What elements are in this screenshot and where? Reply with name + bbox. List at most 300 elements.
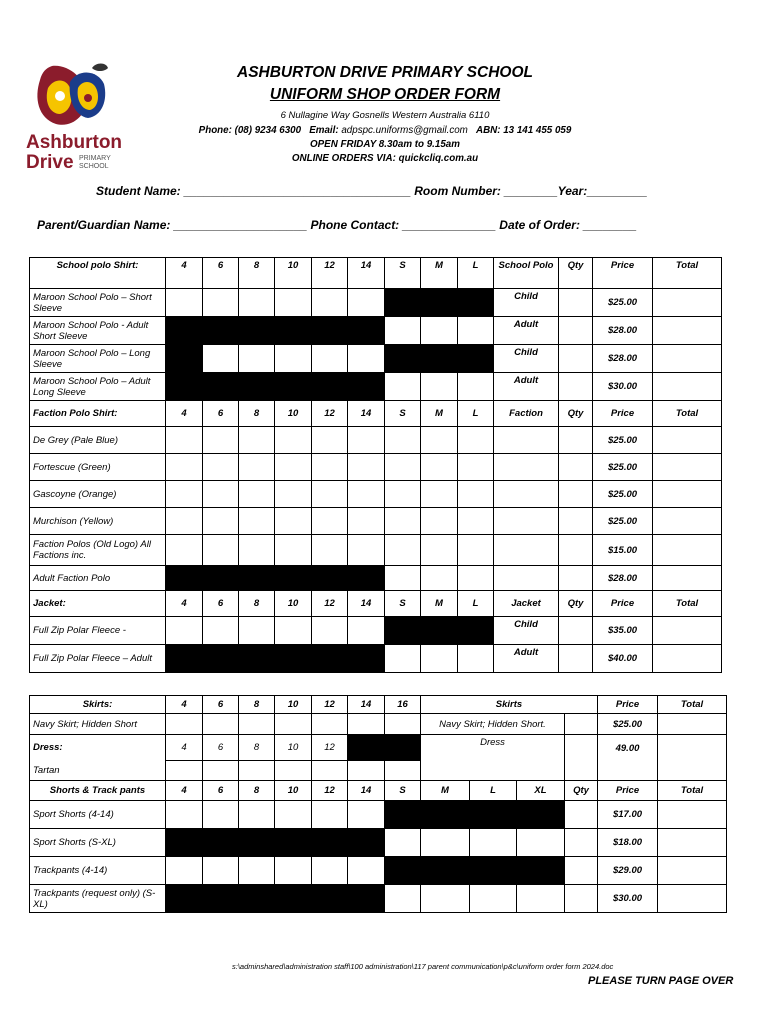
total-cell[interactable]	[658, 885, 727, 913]
size-cell[interactable]	[348, 481, 385, 508]
total-cell[interactable]	[658, 829, 727, 857]
table-row	[30, 373, 722, 401]
size-cell[interactable]	[203, 714, 239, 735]
qty-cell[interactable]	[565, 714, 598, 735]
size-cell[interactable]	[203, 345, 239, 373]
unavailable-cell	[275, 317, 312, 345]
qty-cell[interactable]	[559, 289, 593, 317]
faction-cell[interactable]	[494, 481, 559, 508]
header-cell: Total	[653, 401, 722, 427]
header-cell: Qty	[559, 591, 593, 617]
unavailable-cell	[348, 829, 385, 857]
size-cell[interactable]	[458, 317, 494, 345]
size-cell[interactable]	[348, 345, 385, 373]
size-cell[interactable]	[203, 617, 239, 645]
size-cell[interactable]	[203, 508, 239, 535]
size-cell[interactable]	[385, 317, 421, 345]
unavailable-cell	[470, 801, 517, 829]
size-cell[interactable]	[166, 714, 203, 735]
unavailable-cell	[517, 801, 565, 829]
price-cell: $25.00	[593, 481, 653, 508]
qty-cell[interactable]	[565, 735, 598, 781]
size-cell[interactable]	[203, 761, 239, 781]
size-cell[interactable]	[239, 535, 275, 566]
size-cell[interactable]	[239, 345, 275, 373]
school-logo	[26, 58, 122, 173]
unavailable-cell	[312, 885, 348, 913]
header-cell: Total	[653, 591, 722, 617]
logo-word-ashburton: Ashburton	[26, 132, 122, 153]
order-table-lower	[29, 695, 727, 913]
header-cell: S	[385, 781, 421, 801]
item-label: Navy Skirt; Hidden Short	[30, 714, 166, 735]
size-cell[interactable]	[385, 566, 421, 591]
item-label: Trackpants (4-14)	[30, 857, 166, 885]
size-cell[interactable]	[275, 535, 312, 566]
school-address: 6 Nullagine Way Gosnells Western Australia 6110	[280, 110, 490, 121]
order-table-main	[29, 257, 722, 673]
unavailable-cell	[239, 885, 275, 913]
table-row	[30, 617, 722, 645]
price-cell: $18.00	[598, 829, 658, 857]
qty-cell[interactable]	[559, 566, 593, 591]
header-cell: 6	[203, 401, 239, 427]
price-cell: $17.00	[598, 801, 658, 829]
size-cell[interactable]	[239, 714, 275, 735]
header-cell: Faction Polo Shirt:	[30, 401, 166, 427]
size-cell[interactable]	[275, 801, 312, 829]
size-cell[interactable]	[312, 535, 348, 566]
size-cell[interactable]	[385, 535, 421, 566]
total-cell[interactable]	[653, 289, 722, 317]
size-cell[interactable]	[348, 761, 385, 781]
size-cell[interactable]	[348, 714, 385, 735]
total-cell[interactable]	[658, 735, 727, 781]
size-cell[interactable]	[458, 427, 494, 454]
item-type: Adult	[494, 317, 559, 345]
price-cell: $28.00	[593, 345, 653, 373]
header-cell: 10	[275, 696, 312, 714]
faction-cell[interactable]	[494, 427, 559, 454]
qty-cell[interactable]	[565, 857, 598, 885]
size-cell[interactable]	[348, 535, 385, 566]
size-cell[interactable]	[421, 645, 458, 673]
item-label: Maroon School Polo – Short Sleeve	[30, 289, 166, 317]
item-type: Child	[494, 617, 559, 645]
table-row	[30, 829, 727, 857]
size-cell[interactable]	[348, 857, 385, 885]
total-cell[interactable]	[658, 857, 727, 885]
contact-line	[180, 125, 590, 136]
faction-cell[interactable]	[494, 508, 559, 535]
unavailable-cell	[166, 645, 203, 673]
size-cell[interactable]	[203, 535, 239, 566]
size-cell[interactable]	[239, 761, 275, 781]
unavailable-cell	[312, 317, 348, 345]
size-cell[interactable]	[421, 885, 470, 913]
header-cell: Price	[598, 781, 658, 801]
size-cell[interactable]	[312, 481, 348, 508]
header-cell: 12	[312, 401, 348, 427]
item-label: Dress:	[30, 735, 166, 761]
total-cell[interactable]	[653, 345, 722, 373]
size-cell[interactable]	[385, 829, 421, 857]
size-cell[interactable]	[470, 829, 517, 857]
unavailable-cell	[275, 645, 312, 673]
turn-page-note: PLEASE TURN PAGE OVER	[588, 975, 734, 987]
size-cell[interactable]	[239, 481, 275, 508]
size-cell[interactable]: 12	[312, 735, 348, 761]
unavailable-cell	[166, 566, 203, 591]
size-cell[interactable]	[312, 617, 348, 645]
file-path: s:\adminshared\administration staff\100 administration\117 parent communication\p&c\uniform order form 2024.doc	[232, 962, 614, 971]
jacket-header-row	[30, 591, 722, 617]
faction-cell[interactable]	[494, 454, 559, 481]
price-cell: $28.00	[593, 317, 653, 345]
size-cell[interactable]	[239, 289, 275, 317]
size-cell[interactable]	[348, 801, 385, 829]
total-cell[interactable]	[653, 617, 722, 645]
size-cell[interactable]	[421, 566, 458, 591]
size-cell[interactable]	[385, 508, 421, 535]
total-cell[interactable]	[653, 481, 722, 508]
size-cell[interactable]	[312, 857, 348, 885]
size-cell[interactable]	[239, 508, 275, 535]
size-cell[interactable]	[348, 289, 385, 317]
size-cell[interactable]	[203, 857, 239, 885]
faction-cell[interactable]	[494, 535, 559, 566]
size-cell[interactable]	[458, 481, 494, 508]
price-cell: $30.00	[593, 373, 653, 401]
size-cell[interactable]	[458, 508, 494, 535]
size-cell[interactable]	[203, 481, 239, 508]
item-label: Fortescue (Green)	[30, 454, 166, 481]
unavailable-cell	[458, 289, 494, 317]
qty-cell[interactable]	[559, 345, 593, 373]
qty-cell[interactable]	[559, 617, 593, 645]
form-header	[180, 62, 590, 164]
qty-cell[interactable]	[559, 645, 593, 673]
price-cell: $40.00	[593, 645, 653, 673]
header-cell: 10	[275, 591, 312, 617]
item-type: Child	[494, 345, 559, 373]
size-cell[interactable]	[275, 617, 312, 645]
table-row	[30, 427, 722, 454]
header-cell: 10	[275, 781, 312, 801]
size-cell[interactable]	[166, 289, 203, 317]
email-address: adpspc.uniforms@gmail.com	[341, 125, 468, 136]
size-cell[interactable]	[312, 508, 348, 535]
size-cell[interactable]	[517, 829, 565, 857]
unavailable-cell	[275, 829, 312, 857]
unavailable-cell	[348, 373, 385, 401]
header-cell: 4	[166, 696, 203, 714]
item-label: Faction Polos (Old Logo) All Factions inc.	[30, 535, 166, 566]
header-cell: M	[421, 258, 458, 289]
size-cell[interactable]	[166, 427, 203, 454]
size-cell[interactable]	[421, 535, 458, 566]
unavailable-cell	[385, 857, 421, 885]
size-cell[interactable]	[239, 427, 275, 454]
unavailable-cell	[203, 566, 239, 591]
size-cell[interactable]	[385, 714, 421, 735]
size-cell[interactable]	[385, 373, 421, 401]
size-cell[interactable]	[385, 761, 421, 781]
size-cell[interactable]	[312, 289, 348, 317]
size-cell[interactable]	[421, 481, 458, 508]
shorts-header-row	[30, 781, 727, 801]
size-cell[interactable]: 6	[203, 735, 239, 761]
header-cell: 4	[166, 591, 203, 617]
unavailable-cell	[203, 645, 239, 673]
header-cell: 8	[239, 591, 275, 617]
header-cell: 4	[166, 781, 203, 801]
size-cell[interactable]	[421, 427, 458, 454]
size-cell[interactable]	[385, 427, 421, 454]
size-cell[interactable]	[385, 481, 421, 508]
size-cell[interactable]	[166, 761, 203, 781]
table-row	[30, 481, 722, 508]
abn-label: ABN: 13 141 455 059	[476, 125, 572, 136]
qty-cell[interactable]	[565, 801, 598, 829]
qty-cell[interactable]	[559, 481, 593, 508]
unavailable-cell	[348, 735, 385, 761]
size-cell[interactable]	[166, 801, 203, 829]
header-cell: Qty	[565, 781, 598, 801]
size-cell[interactable]	[517, 885, 565, 913]
size-cell[interactable]	[275, 508, 312, 535]
email-label: Email:	[309, 125, 339, 136]
header-cell: Jacket	[494, 591, 559, 617]
total-cell[interactable]	[658, 801, 727, 829]
size-cell[interactable]	[203, 801, 239, 829]
header-cell: S	[385, 401, 421, 427]
size-cell[interactable]	[275, 714, 312, 735]
unavailable-cell	[385, 617, 421, 645]
faction-cell[interactable]	[494, 566, 559, 591]
size-cell[interactable]	[275, 289, 312, 317]
total-cell[interactable]	[653, 566, 722, 591]
header-cell: L	[458, 401, 494, 427]
unavailable-cell	[385, 735, 421, 761]
table-row	[30, 317, 722, 345]
unavailable-cell	[385, 801, 421, 829]
price-cell: $15.00	[593, 535, 653, 566]
header-cell: Shorts & Track pants	[30, 781, 166, 801]
parent-details-line[interactable]: Parent/Guardian Name: ____________________ Phone Contact: ______________ Date of Order: ________	[37, 218, 637, 232]
item-label: Maroon School Polo – Long Sleeve	[30, 345, 166, 373]
total-cell[interactable]	[658, 714, 727, 735]
qty-cell[interactable]	[565, 829, 598, 857]
unavailable-cell	[166, 829, 203, 857]
header-cell: S	[385, 258, 421, 289]
header-cell: M	[421, 591, 458, 617]
size-cell[interactable]	[312, 801, 348, 829]
item-type: Adult	[494, 373, 559, 401]
size-cell[interactable]	[458, 645, 494, 673]
table-row	[30, 857, 727, 885]
logo-word-drive: Drive	[26, 152, 74, 173]
size-cell[interactable]	[203, 427, 239, 454]
header-cell: 8	[239, 258, 275, 289]
online-orders: ONLINE ORDERS VIA: quickcliq.com.au	[291, 153, 479, 164]
size-cell[interactable]	[470, 885, 517, 913]
size-cell[interactable]	[458, 566, 494, 591]
total-cell[interactable]	[653, 427, 722, 454]
total-cell[interactable]	[653, 373, 722, 401]
unavailable-cell	[348, 885, 385, 913]
size-cell[interactable]	[348, 508, 385, 535]
price-cell: $25.00	[593, 508, 653, 535]
size-cell[interactable]	[166, 481, 203, 508]
size-cell[interactable]	[275, 857, 312, 885]
size-cell[interactable]: 10	[275, 735, 312, 761]
header-cell: L	[458, 258, 494, 289]
item-label: Maroon School Polo – Adult Long Sleeve	[30, 373, 166, 401]
header-cell: Qty	[559, 401, 593, 427]
size-cell[interactable]	[458, 373, 494, 401]
total-cell[interactable]	[653, 317, 722, 345]
size-cell[interactable]	[458, 454, 494, 481]
qty-cell[interactable]	[559, 373, 593, 401]
table-row	[30, 801, 727, 829]
header-cell: Price	[593, 591, 653, 617]
size-cell[interactable]	[421, 829, 470, 857]
size-cell[interactable]	[348, 454, 385, 481]
item-description: Navy Skirt; Hidden Short.	[421, 714, 565, 735]
size-cell[interactable]	[348, 617, 385, 645]
header-cell: 12	[312, 696, 348, 714]
header-cell: 14	[348, 781, 385, 801]
size-cell[interactable]	[421, 508, 458, 535]
header-cell: 12	[312, 258, 348, 289]
item-description: Dress	[421, 735, 565, 781]
size-cell[interactable]	[421, 373, 458, 401]
item-label: Tartan	[30, 761, 166, 781]
unavailable-cell	[239, 566, 275, 591]
unavailable-cell	[517, 857, 565, 885]
unavailable-cell	[312, 645, 348, 673]
qty-cell[interactable]	[559, 427, 593, 454]
price-cell: $35.00	[593, 617, 653, 645]
student-details-line[interactable]: Student Name: __________________________________ Room Number: ________Year:_________	[96, 184, 648, 198]
phone-label: Phone: (08) 9234 6300	[198, 125, 302, 136]
header-cell: S	[385, 591, 421, 617]
item-label: Gascoyne (Orange)	[30, 481, 166, 508]
table-row	[30, 345, 722, 373]
size-cell[interactable]	[166, 508, 203, 535]
header-cell: 14	[348, 591, 385, 617]
price-cell: $30.00	[598, 885, 658, 913]
qty-cell[interactable]	[565, 885, 598, 913]
unavailable-cell	[421, 289, 458, 317]
table-row	[30, 885, 727, 913]
size-cell[interactable]	[166, 617, 203, 645]
unavailable-cell	[275, 885, 312, 913]
total-cell[interactable]	[653, 535, 722, 566]
unavailable-cell	[348, 645, 385, 673]
header-cell: 6	[203, 591, 239, 617]
header-cell: 16	[385, 696, 421, 714]
header-cell: 8	[239, 696, 275, 714]
size-cell[interactable]	[203, 289, 239, 317]
header-cell: Skirts:	[30, 696, 166, 714]
header-cell: 12	[312, 591, 348, 617]
size-cell[interactable]	[385, 645, 421, 673]
size-cell[interactable]	[385, 885, 421, 913]
qty-cell[interactable]	[559, 535, 593, 566]
size-cell[interactable]	[275, 345, 312, 373]
size-cell[interactable]	[166, 454, 203, 481]
size-cell[interactable]	[166, 535, 203, 566]
size-cell[interactable]	[458, 535, 494, 566]
size-cell[interactable]	[312, 761, 348, 781]
unavailable-cell	[239, 373, 275, 401]
size-cell[interactable]	[421, 317, 458, 345]
size-cell[interactable]: 8	[239, 735, 275, 761]
header-cell: Skirts	[421, 696, 598, 714]
total-cell[interactable]	[653, 645, 722, 673]
unavailable-cell	[312, 829, 348, 857]
size-cell[interactable]	[385, 454, 421, 481]
size-cell[interactable]	[239, 617, 275, 645]
header-cell: 6	[203, 258, 239, 289]
size-cell[interactable]	[312, 345, 348, 373]
unavailable-cell	[203, 373, 239, 401]
price-cell: 49.00	[598, 735, 658, 781]
size-cell[interactable]	[312, 427, 348, 454]
size-cell[interactable]	[239, 454, 275, 481]
size-cell[interactable]	[312, 714, 348, 735]
header-cell: Faction	[494, 401, 559, 427]
size-cell[interactable]	[203, 454, 239, 481]
size-cell[interactable]	[275, 481, 312, 508]
total-cell[interactable]	[653, 508, 722, 535]
header-cell: Total	[658, 696, 727, 714]
opening-hours: OPEN FRIDAY 8.30am to 9.15am	[310, 139, 460, 150]
header-cell: 4	[166, 258, 203, 289]
price-cell: $25.00	[598, 714, 658, 735]
size-cell[interactable]	[421, 454, 458, 481]
total-cell[interactable]	[653, 454, 722, 481]
table-row	[30, 714, 727, 735]
size-cell[interactable]	[275, 454, 312, 481]
table-row	[30, 289, 722, 317]
size-cell[interactable]	[275, 761, 312, 781]
unavailable-cell	[421, 801, 470, 829]
qty-cell[interactable]	[559, 317, 593, 345]
size-cell[interactable]	[239, 857, 275, 885]
header-cell: 6	[203, 781, 239, 801]
size-cell[interactable]	[312, 454, 348, 481]
item-type: Child	[494, 289, 559, 317]
size-cell[interactable]	[348, 427, 385, 454]
item-label: Sport Shorts (S-XL)	[30, 829, 166, 857]
qty-cell[interactable]	[559, 454, 593, 481]
item-label: Adult Faction Polo	[30, 566, 166, 591]
form-title: UNIFORM SHOP ORDER FORM	[269, 86, 501, 103]
size-cell[interactable]: 4	[166, 735, 203, 761]
unavailable-cell	[421, 857, 470, 885]
unavailable-cell	[203, 829, 239, 857]
qty-cell[interactable]	[559, 508, 593, 535]
header-cell: 10	[275, 401, 312, 427]
size-cell[interactable]	[275, 427, 312, 454]
size-cell[interactable]	[239, 801, 275, 829]
unavailable-cell	[470, 857, 517, 885]
size-cell[interactable]	[166, 857, 203, 885]
header-cell: 14	[348, 401, 385, 427]
